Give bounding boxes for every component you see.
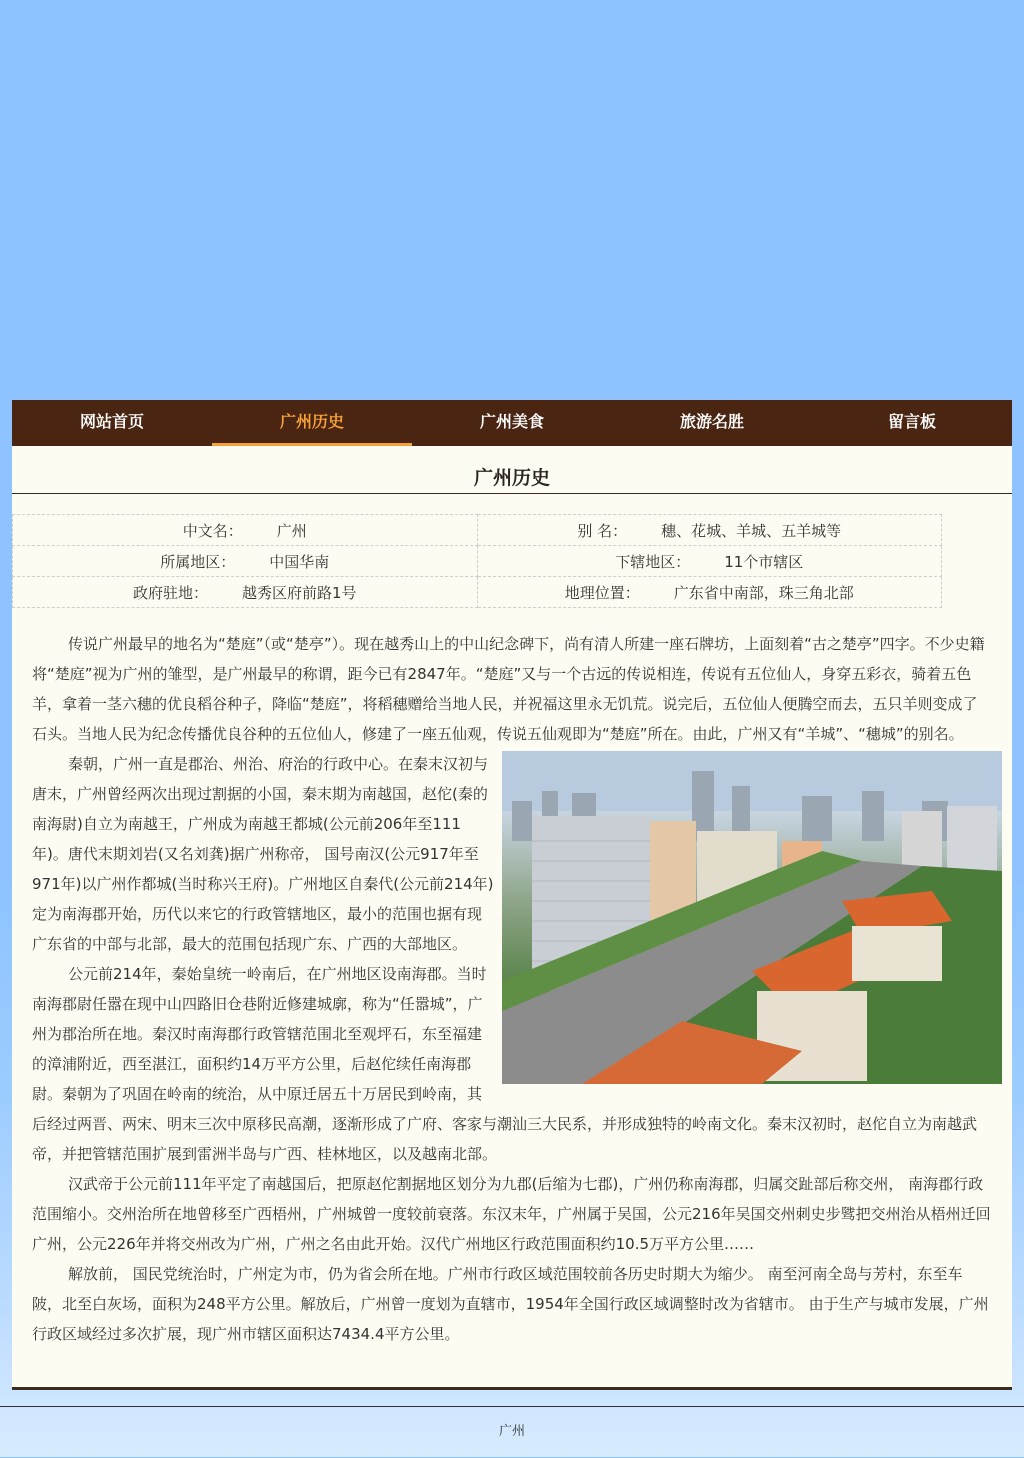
article-paragraph: 公元前214年，秦始皇统一岭南后，在广州地区设南海郡。当时南海郡尉任嚣在现中山四路旧仓巷附近修建城廓，称为“任嚣城”，广州为郡治所在地。秦汉时南海郡行政管辖范围北至观坪石，东至福建的漳浦附近，西至湛江，面积约14万平方公里，后赵佗续任南海郡尉。秦朝为了巩固在岭南的统治，从中原迁居五十万居民到岭南，其后经过两晋、两宋、明末三次中原移民高潮，逐渐形成了广府、客家与潮汕三大民系，并形成独特的岭南文化。秦末汉初时，赵佗自立为南越武帝，并把管辖范围扩展到雷洲半岛与广西、桂林地区，以及越南北部。 [32,965,978,1163]
info-key: 所属地区： [160,552,236,571]
info-value: 中国华南 [269,552,330,571]
info-key: 地理位置： [564,583,640,602]
nav-food[interactable]: 广州美食 [479,412,544,431]
article-paragraph: 传说广州最早的地名为“楚庭”（或“楚亭”）。现在越秀山上的中山纪念碑下，尚有清人所建一座石牌坊，上面刻着“古之楚亭”四字。不少史籍将“楚庭”视为广州的雏型，是广州最早的称谓，距今已有2847年。“楚庭”又与一个古远的传说相连，传说有五位仙人，身穿五彩衣，骑着五色羊，拿着一茎六穗的优良稻谷种子，降临“楚庭”，将稻穗赠给当地人民，并祝福这里永无饥荒。说完后，五位仙人便腾空而去，五只羊则变成了石头。当地人民为纪念传播优良谷种的五位仙人，修建了一座五仙观，传说五仙观即为“楚庭”所在。由此，广州又有“羊城”、“穗城”的别名。 [32,635,985,743]
info-cell [13,546,478,577]
info-value: 11个市辖区 [724,552,804,571]
info-row [13,577,942,608]
info-table [12,514,942,608]
info-value: 越秀区府前路1号 [241,583,357,602]
page-title: 广州历史 [12,446,1012,494]
info-cell [13,577,478,608]
nav-history[interactable]: 广州历史 [212,400,412,446]
nav-guestbook[interactable]: 留言板 [887,412,936,431]
info-key: 下辖地区： [615,552,691,571]
content-panel [12,446,1012,1390]
info-key: 政府驻地： [132,583,208,602]
main-nav [12,400,1012,446]
info-cell [13,515,478,546]
info-value: 广东省中南部，珠三角北部 [673,583,854,602]
info-value: 穗、花城、羊城、五羊城等 [661,521,842,540]
info-cell [477,577,942,608]
info-cell [477,515,942,546]
info-value: 广州 [276,521,307,540]
info-cell [477,546,942,577]
nav-attractions[interactable]: 旅游名胜 [679,412,744,431]
info-key: 别 名： [577,521,628,540]
city-photo [502,751,1002,1084]
nav-home[interactable]: 网站首页 [79,412,144,431]
city-skyline-illustration [502,751,1002,1084]
footer [0,1406,1024,1458]
article-paragraph: 解放前， 国民党统治时，广州定为市，仍为省会所在地。广州市行政区域范围较前各历史时期大为缩少。 南至河南全岛与芳村，东至车陂，北至白灰场，面积为248平方公里。解放后，广州曾一度划为直辖市，1954年全国行政区域调整时改为省辖市。 由于生产与城市发展，广州行政区域经过多次扩展，现广州市辖区面积达7434.4平方公里。 [32,1265,989,1343]
info-row [13,515,942,546]
info-key: 中文名： [182,521,243,540]
article-body [32,629,992,1349]
article-paragraph: 汉武帝于公元前111年平定了南越国后，把原赵佗割据地区划分为九郡(后缩为七郡)，广州仍称南海郡，归属交趾部后称交州， 南海郡行政范围缩小。交州治所在地曾移至广西梧州，广州城曾一度较前衰落。东汉末年，广州属于吴国，公元216年吴国交州刺史步骘把交州治从梧州迁回广州，公元226年并将交州改为广州，广州之名由此开始。汉代广州地区行政范围面积约10.5万平方公里…… [32,1175,991,1253]
footer-text: 广州 [498,1424,525,1439]
info-row [13,546,942,577]
article-paragraph: 秦朝，广州一直是郡治、州治、府治的行政中心。在秦末汉初与唐末，广州曾经两次出现过割据的小国，秦末期为南越国，赵佗(秦的南海尉)自立为南越王，广州成为南越王都城(公元前206年至111年)。唐代末期刘岩(又名刘龚)据广州称帝， 国号南汉(公元917年至971年)以广州作都城(当时称兴王府)。广州地区自秦代(公元前214年)定为南海郡开始，历代以来它的行政管辖地区，最小的范围也据有现广东省的中部与北部，最大的范围包括现广东、广西的大部地区。 [32,755,494,953]
